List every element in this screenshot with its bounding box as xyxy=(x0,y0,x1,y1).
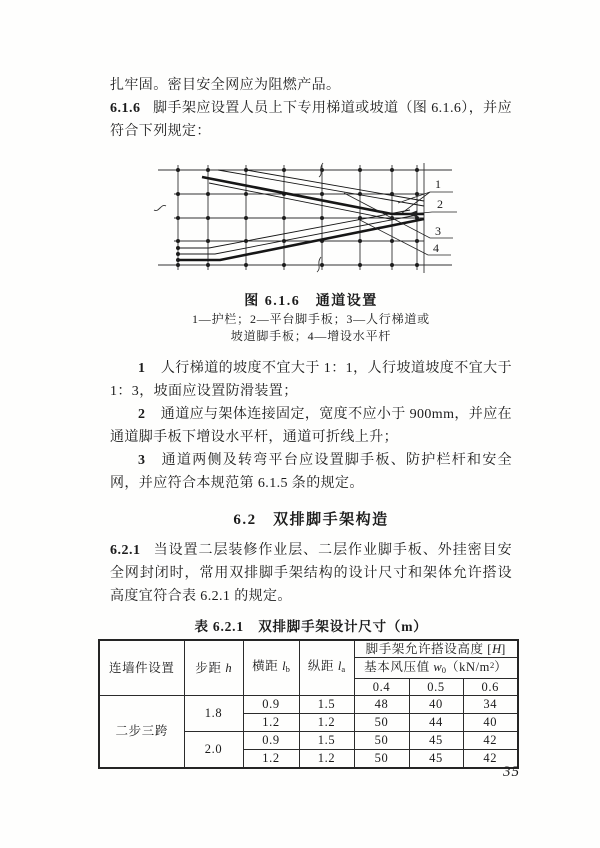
cell-value: 44 xyxy=(409,714,463,732)
figure-legend-line1: 1—护栏；2—平台脚手板；3—人行梯道或 xyxy=(191,312,430,326)
cell-value: 42 xyxy=(463,732,518,750)
page-content xyxy=(110,0,512,769)
clause-number: 6.2.1 xyxy=(110,543,141,558)
header-longitudinal-distance xyxy=(299,640,354,696)
clause-6-2-1 xyxy=(110,539,512,608)
wind-value-col: 0.6 xyxy=(463,679,518,696)
cell-la: 1.2 xyxy=(299,714,354,732)
clause-text: 当设置二层装修作业层、二层作业脚手板、外挂密目安全网封闭时，常用双排脚手架结构的设计尺寸和架体允许搭设高度宜符合表 6.2.1 的规定。 xyxy=(110,543,512,604)
page-number: 35 xyxy=(503,764,520,780)
cell-la: 1.2 xyxy=(299,750,354,769)
cell-value: 50 xyxy=(354,750,409,769)
header-row-distance xyxy=(243,640,299,696)
cell-la: 1.5 xyxy=(299,732,354,750)
variable-l: l xyxy=(337,659,342,673)
list-item-2 xyxy=(110,403,512,449)
wind-value-col: 0.5 xyxy=(409,679,463,696)
item-text: 通道应与架体连接固定，宽度不应小于 900mm，并应在通道脚手板下增设水平杆，通道可折线上升； xyxy=(110,407,512,445)
cell-value: 45 xyxy=(409,750,463,769)
header-step-distance xyxy=(184,640,243,696)
cell-lb: 1.2 xyxy=(243,750,299,769)
figure-callout-3: 3 xyxy=(435,224,441,238)
cell-lb: 0.9 xyxy=(243,732,299,750)
cell-value: 45 xyxy=(409,732,463,750)
cell-step: 2.0 xyxy=(184,732,243,769)
cell-step: 1.8 xyxy=(184,696,243,732)
list-item-3 xyxy=(110,449,512,495)
header-label: 横距 xyxy=(252,659,283,673)
variable-l: l xyxy=(282,659,286,673)
header-tie-setting: 连墙件设置 xyxy=(99,640,184,696)
wind-value-col: 0.4 xyxy=(354,679,409,696)
header-allowed-height xyxy=(354,640,518,658)
subscript-a: a xyxy=(341,664,346,674)
design-dimensions-table xyxy=(98,639,519,769)
guardrail-line xyxy=(209,183,390,219)
cell-value: 48 xyxy=(354,696,409,714)
section-heading-6-2: 6.2 双排脚手架构造 xyxy=(233,512,389,528)
subscript-b: b xyxy=(285,664,290,674)
header-label: ] xyxy=(501,641,506,656)
paragraph-continuation xyxy=(110,74,512,97)
header-label: 步距 xyxy=(195,660,226,675)
cell-lb: 1.2 xyxy=(243,714,299,732)
header-label: （kN/m xyxy=(446,660,490,674)
clause-number: 6.1.6 xyxy=(110,101,141,116)
item-number: 1 xyxy=(138,361,146,376)
cell-value: 40 xyxy=(463,714,518,732)
item-number: 2 xyxy=(138,407,146,422)
guardrail-line xyxy=(178,215,417,254)
header-label: 纵距 xyxy=(307,659,338,673)
table-title: 表 6.2.1 双排脚手架设计尺寸（m） xyxy=(194,619,428,634)
cell-value: 34 xyxy=(463,696,518,714)
cell-value: 42 xyxy=(463,750,518,769)
header-wind-pressure xyxy=(354,658,518,679)
figure-callout-1: 1 xyxy=(435,177,441,191)
numbered-items xyxy=(110,357,512,495)
variable-w: w xyxy=(433,660,442,674)
table-row xyxy=(99,696,518,714)
header-label: ） xyxy=(494,660,508,674)
header-row-1 xyxy=(99,640,518,658)
cell-value: 40 xyxy=(409,696,463,714)
channel-setup-diagram xyxy=(152,157,462,291)
guardrail-line xyxy=(246,170,424,201)
break-mark-left xyxy=(154,205,166,210)
scaffold-grid xyxy=(158,163,452,273)
figure-legend-line2: 坡道脚手板；4—增设水平杆 xyxy=(230,329,392,343)
item-text: 人行梯道的坡度不宜大于 1：1，人行坡道坡度不宜大于 1：3，坡面应设置防滑装置； xyxy=(110,361,512,399)
subscript-0: 0 xyxy=(441,665,446,675)
item-number: 3 xyxy=(138,453,146,468)
clause-6-1-6 xyxy=(110,97,512,143)
figure-6-1-6 xyxy=(110,157,512,291)
cell-group: 二步三跨 xyxy=(99,696,184,769)
variable-H: H xyxy=(492,641,502,656)
superscript-2: 2 xyxy=(489,660,495,670)
intro-text: 扎牢固。密目安全网应为阻燃产品。 xyxy=(110,78,341,93)
clause-text: 脚手架应设置人员上下专用梯道或坡道（图 6.1.6），并应符合下列规定： xyxy=(110,101,512,139)
figure-caption: 图 6.1.6 通道设置 xyxy=(244,294,378,309)
list-item-1 xyxy=(110,357,512,403)
header-label: 基本风压值 xyxy=(364,660,434,674)
cell-value: 50 xyxy=(354,714,409,732)
figure-callout-4: 4 xyxy=(433,241,439,255)
cell-la: 1.5 xyxy=(299,696,354,714)
item-text: 通道两侧及转弯平台应设置脚手板、防护栏杆和安全网，并应符合本规范第 6.1.5 条的规定。 xyxy=(110,453,512,491)
figure-callout-2: 2 xyxy=(437,197,443,211)
variable-h: h xyxy=(225,660,232,675)
ramp-lines xyxy=(178,170,424,260)
header-label: 脚手架允许搭设高度 [ xyxy=(365,641,493,656)
cell-value: 50 xyxy=(354,732,409,750)
leader-2 xyxy=(412,212,457,214)
cell-lb: 0.9 xyxy=(243,696,299,714)
